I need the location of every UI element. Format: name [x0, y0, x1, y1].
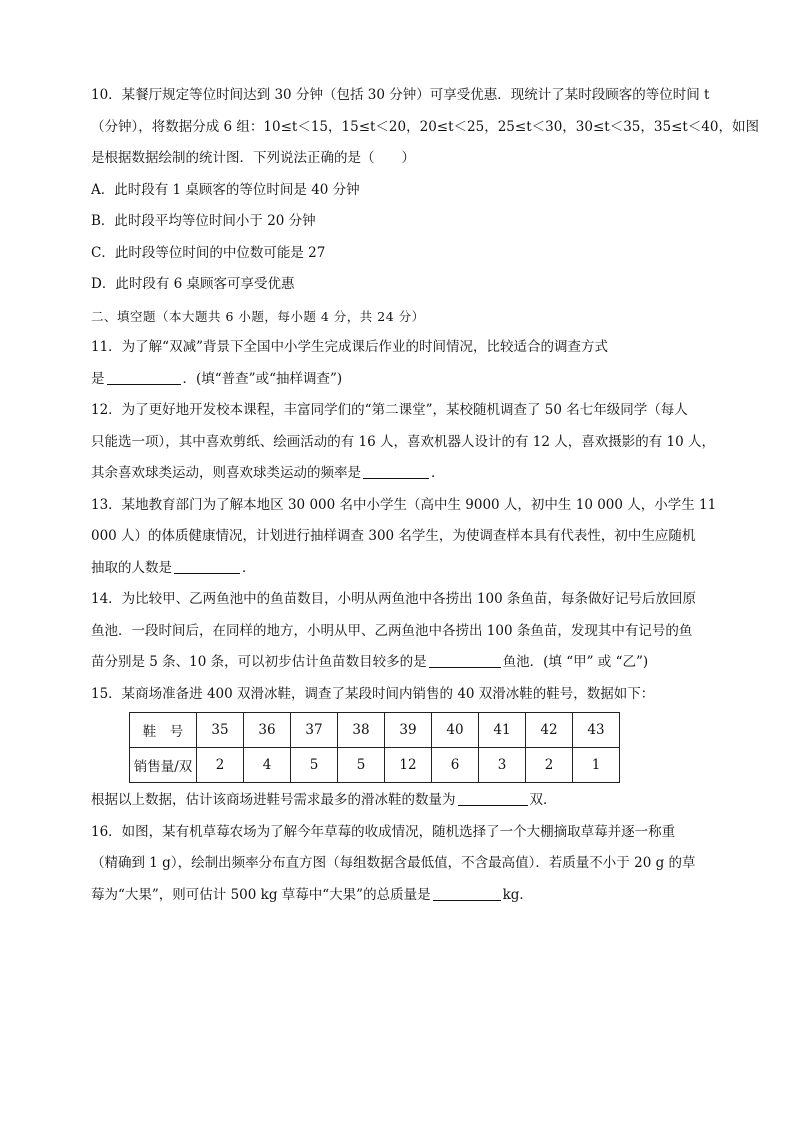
q10-line2: （分钟），将数据分成 6 组：10≤t＜15，15≤t＜20，20≤t＜25，25≤t＜30，30≤t＜35，35≤t＜40，如图: [91, 118, 759, 135]
q12-line2: 只能选一项），其中喜欢剪纸、绘画活动的有 16 人，喜欢机器人设计的有 12 人，喜欢摄影的有 10 人，: [91, 433, 716, 450]
table-header-sales: 销售量/双: [130, 748, 197, 783]
table-cell-size: 40: [432, 713, 479, 748]
q11-answer-blank[interactable]: [107, 370, 181, 385]
q14-line3-pre: 苗分别是 5 条、10 条，可以初步估计鱼苗数目较多的是: [91, 654, 427, 670]
q11-line2-post: ．(填“普查”或“抽样调查”): [182, 370, 343, 387]
q12-line3-pre: 其余喜欢球类运动，则喜欢球类运动的频率是: [91, 465, 361, 481]
q13-line3-pre: 抽取的人数是: [91, 559, 172, 576]
q10-line1: 10．某餐厅规定等位时间达到 30 分钟（包括 30 分钟）可享受优惠．现统计了某时段顾客的等位时间 t: [91, 87, 710, 103]
section-heading: 二、填空题（本大题共 6 小题，每小题 4 分，共 24 分）: [91, 308, 425, 324]
q12-answer-blank[interactable]: [363, 464, 429, 479]
table-cell-size: 43: [573, 713, 620, 748]
q13-answer-blank[interactable]: [174, 559, 240, 574]
table-cell-sales: 2: [197, 748, 244, 783]
q10-option-b: B．此时段平均等位时间小于 20 分钟: [91, 213, 316, 229]
q12-line1: 12．为了更好地开发校本课程，丰富同学们的“第二课堂”，某校随机调查了 50 名七年级同学（每人: [91, 402, 688, 418]
q11-line2-pre: 是: [91, 370, 105, 387]
q13-line2: 000 人）的体质健康情况，计划进行抽样调查 300 名学生，为使调查样本具有代表性，初中生应随机: [91, 528, 696, 544]
table-cell-sales: 5: [338, 748, 385, 783]
table-cell-sales: 5: [291, 748, 338, 783]
table-cell-sales: 3: [479, 748, 526, 783]
table-cell-sales: 2: [526, 748, 573, 783]
table-cell-size: 42: [526, 713, 573, 748]
q14-line3-post: 鱼池．(填 “甲” 或 “乙”): [502, 654, 649, 670]
table-cell-sales: 1: [573, 748, 620, 783]
table-cell-size: 37: [291, 713, 338, 748]
q10-option-d: D．此时段有 6 桌顾客可享受优惠: [91, 276, 295, 292]
q13-line3: [91, 553, 711, 585]
q14-line3: [91, 647, 711, 679]
q16-line2: （精确到 1 g），绘制出频率分布直方图（每组数据含最低值，不含最高值）．若质量不小于 20 g 的草: [91, 855, 696, 871]
shoe-size-table: [129, 712, 620, 783]
table-cell-size: 38: [338, 713, 385, 748]
q15-line2-post: 双．: [529, 792, 557, 808]
document-content: [91, 80, 759, 911]
q13-line3-post: ．: [242, 559, 256, 576]
q15-line2-pre: 根据以上数据，估计该商场进鞋号需求最多的滑冰鞋的数量为: [91, 792, 456, 808]
q15-answer-blank[interactable]: [458, 791, 528, 806]
table-cell-size: 36: [244, 713, 291, 748]
table-cell-size: 41: [479, 713, 526, 748]
table-cell-size: 35: [197, 713, 244, 748]
q16-line3: [91, 880, 711, 912]
q13-line1: 13．某地教育部门为了解本地区 30 000 名中小学生（高中生 9000 人，初中生 10 000 人，小学生 11: [91, 496, 717, 513]
q14-line1: 14．为比较甲、乙两鱼池中的鱼苗数目，小明从两鱼池中各捞出 100 条鱼苗，每条做好记号后放回原: [91, 591, 697, 607]
q12-line3: [91, 458, 711, 490]
q11-line1: 11．为了解“双减”背景下全国中小学生完成课后作业的时间情况，比较适合的调查方式: [91, 339, 608, 355]
table-cell-sales: 6: [432, 748, 479, 783]
table-cell-size: 39: [385, 713, 432, 748]
q12-line3-post: ．: [431, 465, 445, 481]
q16-line3-pre: 莓为“大果”，则可估计 500 kg 草莓中“大果”的总质量是: [91, 886, 431, 903]
table-cell-sales: 12: [385, 748, 432, 783]
q15-line1: 15．某商场准备进 400 双滑冰鞋，调查了某段时间内销售的 40 双滑冰鞋的鞋号，数据如下：: [91, 685, 655, 702]
q16-line1: 16．如图，某有机草莓农场为了解今年草莓的收成情况，随机选择了一个大棚摘取草莓并逐一称重: [91, 823, 676, 840]
q10-option-a: A．此时段有 1 桌顾客的等位时间是 40 分钟: [91, 181, 360, 198]
q11-line2: [91, 364, 711, 396]
table-cell-sales: 4: [244, 748, 291, 783]
q10-line3: 是根据数据绘制的统计图．下列说法正确的是（ ）: [91, 150, 415, 166]
q10-option-c: C．此时段等位时间的中位数可能是 27: [91, 244, 326, 261]
table-header-size: 鞋 号: [130, 713, 197, 748]
q16-line3-post: kg．: [502, 886, 533, 903]
q16-answer-blank[interactable]: [433, 886, 501, 901]
table-row-sizes: [130, 713, 620, 748]
table-row-sales: [130, 748, 620, 783]
q15-line2: [91, 785, 711, 817]
q14-answer-blank[interactable]: [429, 653, 501, 668]
q14-line2: 鱼池．一段时间后，在同样的地方，小明从甲、乙两鱼池中各捞出 100 条鱼苗，发现其中有记号的鱼: [91, 622, 693, 639]
